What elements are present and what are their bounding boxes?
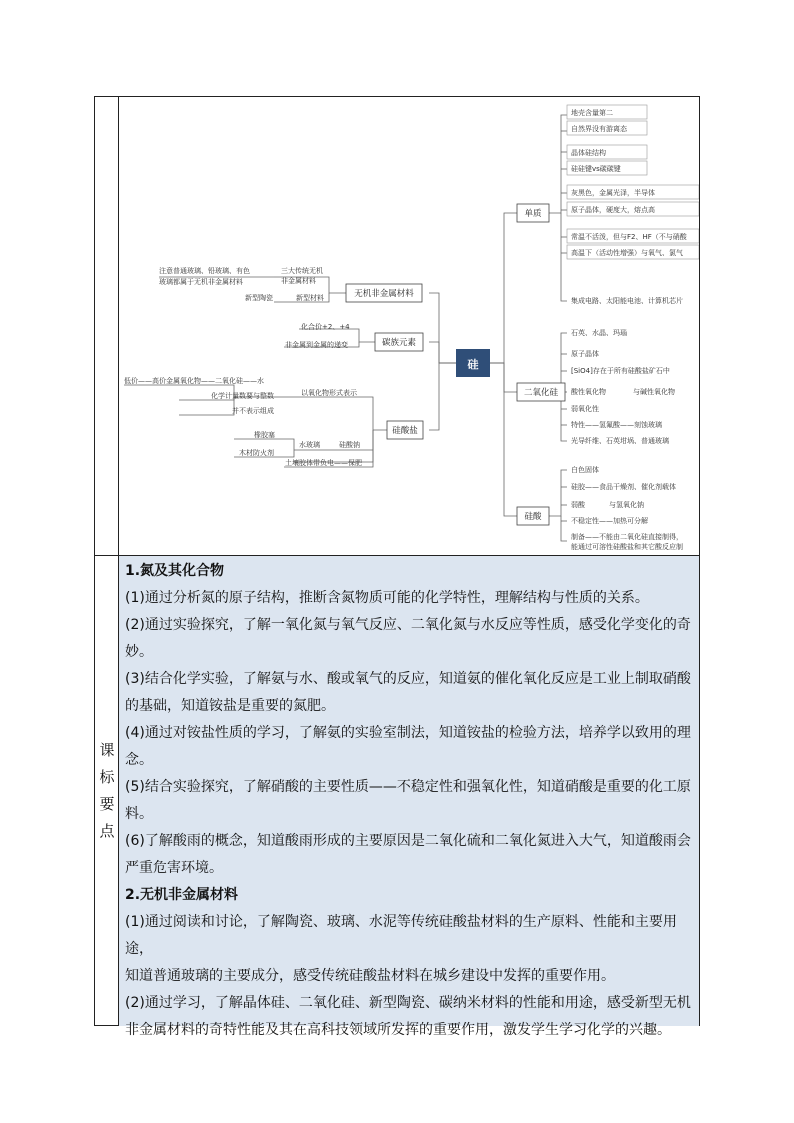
eryang-item-7: 特性——氢氟酸——刻蚀玻璃	[571, 421, 662, 429]
point-8a: (2)通过学习，了解晶体硅、二氧化硅、新型陶瓷、碳纳米材料的性能和用途，感受新型无机	[125, 995, 691, 1011]
branch-danzhi: 单质	[524, 209, 542, 219]
point-3a: (3)结合化学实验，了解氨与水、酸或氧气的反应，知道氨的催化氧化反应是工业上制取硝酸	[125, 671, 691, 687]
guisuanyan-item-1: 低价——高价金属氧化物——二氧化硅——水	[124, 377, 264, 385]
danzhi-item-5: 灰黑色，金属光泽，半导体	[571, 189, 655, 197]
danzhi-item-4: 硅硅键vs碳碳键	[571, 165, 621, 173]
point-2a: (2)通过实验探究，了解一氧化氮与氧气反应、二氧化氮与水反应等性质，感受化学变化的奇	[125, 617, 691, 633]
wuji-item-1: 注意普通玻璃、铅玻璃、有色	[159, 267, 250, 275]
guisuan-item-5: 不稳定性——加热可分解	[571, 517, 648, 525]
branch-wuji: 无机非金属材料	[354, 289, 414, 299]
mind-map-canvas	[119, 97, 699, 555]
danzhi-item-1: 地壳含量第二	[571, 109, 613, 117]
guisuan-item-1: 白色固体	[571, 466, 599, 474]
section-char-4: 点	[99, 822, 115, 840]
tanzu-item-2: 非金属到金属的递变	[285, 341, 348, 349]
section-char-3: 要	[99, 795, 115, 813]
point-6a: (6)了解酸雨的概念，知道酸雨形成的主要原因是二氧化硫和二氧化氮进入大气，知道酸雨会	[125, 833, 691, 849]
guisuanyan-item-6: 木材防火剂	[239, 449, 274, 457]
heading-nitrogen: 1.氮及其化合物	[125, 563, 225, 579]
section-label	[95, 737, 119, 845]
eryang-item-2: 原子晶体	[571, 350, 599, 358]
branch-tanzu: 碳族元素	[381, 338, 417, 348]
guisuanyan-item-4: 并不表示组成	[232, 407, 274, 415]
branch-eryanghuagui: 二氧化硅	[523, 388, 559, 398]
wuji-item-2: 玻璃都属于无机非金属材料	[159, 278, 243, 286]
danzhi-item-3: 晶体硅结构	[571, 149, 606, 157]
danzhi-item-6: 原子晶体，硬度大，熔点高	[571, 206, 655, 214]
point-7a: (1)通过阅读和讨论，了解陶瓷、玻璃、水泥等传统硅酸盐材料的生产原料、性能和主要用途，	[125, 914, 677, 957]
guisuanyan-item-5: 橡胶塞	[254, 431, 275, 439]
guisuanyan-item-8: 硅酸钠	[339, 441, 360, 449]
guisuanyan-item-9: 土壤胶体带负电——保肥	[285, 459, 362, 467]
danzhi-item-7: 常温不活泼，但与F2、HF（不与硝酸	[571, 233, 687, 241]
branch-guisuanyan: 硅酸盐	[392, 426, 418, 436]
point-8b: 非金属材料的奇特性能及其在高科技领域所发挥的重要作用，激发学生学习化学的兴趣。	[125, 1022, 671, 1038]
guisuan-item-4: 与氢氧化钠	[609, 501, 644, 509]
wuji-item-6: 新型材料	[296, 294, 324, 302]
point-7b: 知道普通玻璃的主要成分，感受传统硅酸盐材料在城乡建设中发挥的重要作用。	[125, 968, 615, 984]
guisuanyan-item-2: 以氧化物形式表示	[301, 389, 357, 397]
guisuan-item-6: 制备——不能由二氧化硅直接制得，	[571, 533, 683, 541]
guisuan-item-3: 弱酸	[571, 501, 585, 509]
point-3b: 的基础，知道铵盐是重要的氮肥。	[125, 698, 335, 714]
eryang-item-3: [SiO4]存在于所有硅酸盐矿石中	[571, 367, 670, 375]
point-1: (1)通过分析氮的原子结构，推断含氮物质可能的化学特性，理解结构与性质的关系。	[125, 590, 649, 606]
eryang-item-4: 酸性氧化物	[571, 388, 606, 396]
section-char-1: 课	[99, 741, 115, 759]
point-2b: 妙。	[125, 644, 153, 660]
section-char-2: 标	[99, 768, 115, 786]
eryang-item-6: 弱氧化性	[571, 405, 599, 413]
curriculum-points	[119, 556, 699, 1038]
danzhi-item-9: 集成电路、太阳能电池、计算机芯片	[571, 297, 683, 305]
wuji-item-5: 新型陶瓷	[245, 294, 273, 302]
eryang-item-5: 与碱性氧化物	[633, 388, 675, 396]
point-6b: 严重危害环境。	[125, 860, 223, 876]
guisuanyan-item-7: 水玻璃	[299, 441, 320, 449]
mind-map	[119, 97, 699, 555]
danzhi-item-8: 高温下（活动性增强）与氧气、氯气	[571, 249, 683, 257]
center-node-label: 硅	[467, 358, 479, 371]
point-5b: 料。	[125, 806, 153, 822]
wuji-item-3: 三大传统无机	[281, 267, 323, 275]
wuji-item-4: 非金属材料	[281, 277, 316, 285]
eryang-item-1: 石英、水晶、玛瑙	[571, 329, 627, 337]
outer-table	[94, 96, 700, 1038]
danzhi-item-2: 自然界没有游离态	[571, 125, 627, 133]
point-5a: (5)结合实验探究，了解硝酸的主要性质——不稳定性和强氧化性，知道硝酸是重要的化工原	[125, 779, 691, 795]
point-4a: (4)通过对铵盐性质的学习，了解氨的实验室制法，知道铵盐的检验方法，培养学以致用的理	[125, 725, 691, 741]
guisuan-item-7: 能通过可溶性硅酸盐和其它酸反应制	[571, 543, 683, 551]
guisuan-item-2: 硅胶——食品干燥剂、催化剂载体	[571, 483, 676, 491]
left-label-column	[95, 97, 119, 1025]
point-4b: 念。	[125, 752, 153, 768]
branch-guisuan: 硅酸	[524, 512, 542, 522]
eryang-item-8: 光导纤维、石英坩埚、普通玻璃	[571, 437, 669, 445]
heading-materials: 2.无机非金属材料	[125, 887, 239, 903]
guisuanyan-item-3: 化学计量数要与整数	[211, 392, 274, 400]
tanzu-item-1: 化合价+2、+4	[301, 323, 350, 331]
